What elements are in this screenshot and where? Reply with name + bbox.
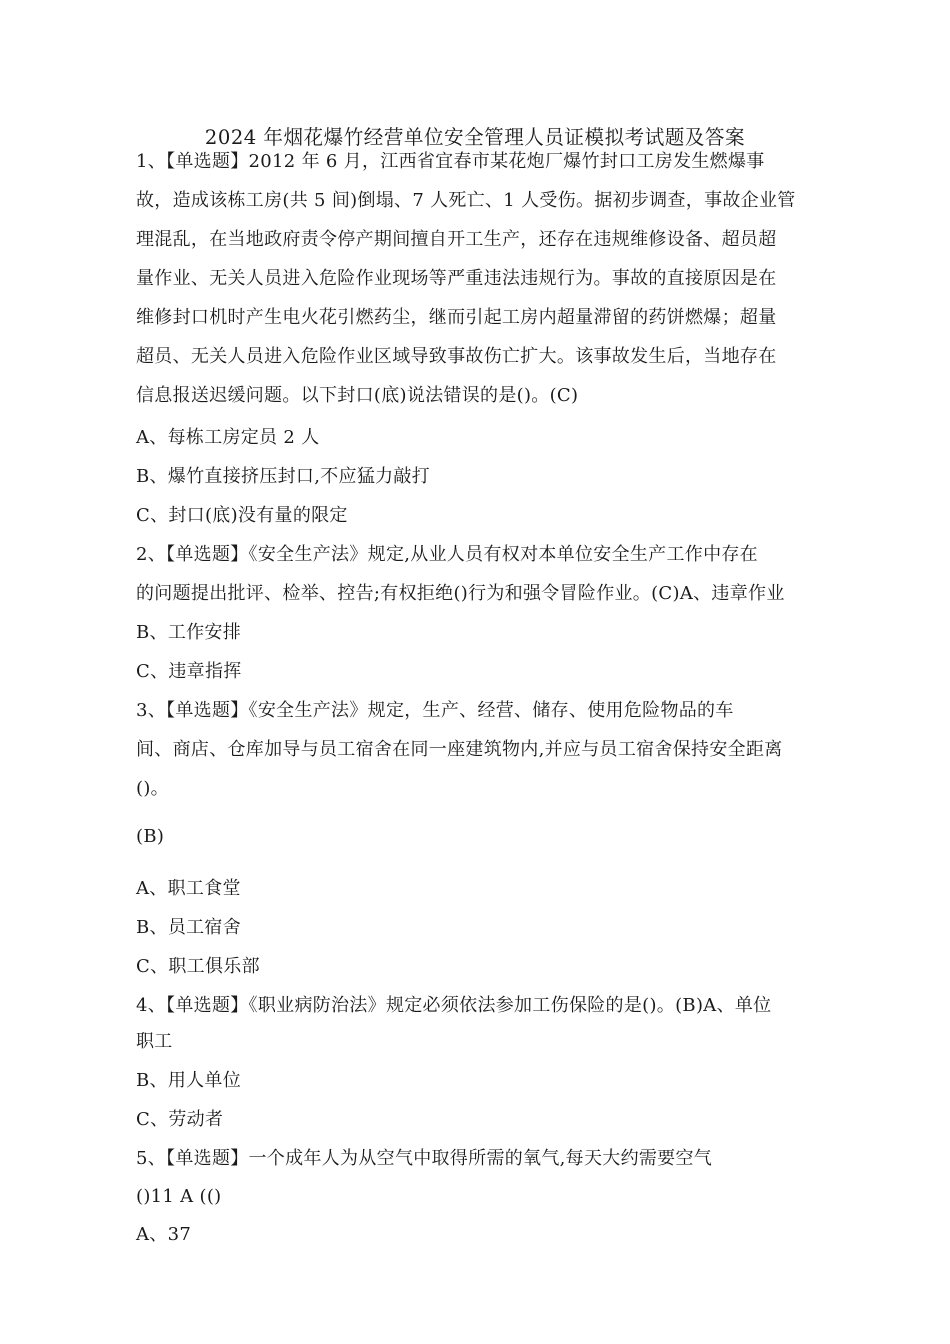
q1-line-1: 1、【单选题】2012 年 6 月，江西省宜春市某花炮厂爆竹封口工房发生燃爆事 — [136, 151, 765, 172]
q3-answer: (B) — [136, 826, 165, 847]
q4-option-c: C、劳动者 — [136, 1109, 224, 1130]
q1-option-b: B、爆竹直接挤压封口,不应猛力敲打 — [136, 466, 431, 487]
q3-option-a: A、职工食堂 — [136, 878, 241, 899]
q4-line-1: 4、【单选题】《职业病防治法》规定必须依法参加工伤保险的是()。(B)A、单位 — [136, 995, 772, 1016]
q3-line-3: ()。 — [136, 778, 169, 799]
q1-option-c: C、封口(底)没有量的限定 — [136, 505, 348, 526]
q1-line-3: 理混乱，在当地政府责令停产期间擅自开工生产，还存在违规维修设备、超员超 — [136, 229, 777, 250]
q1-line-2: 故，造成该栋工房(共 5 间)倒塌、7 人死亡、1 人受伤。据初步调查，事故企业管 — [136, 190, 796, 211]
q3-option-c: C、职工俱乐部 — [136, 956, 260, 977]
q1-line-7: 信息报送迟缓问题。以下封口(底)说法错误的是()。(C) — [136, 385, 579, 406]
q1-line-4: 量作业、无关人员进入危险作业现场等严重违法违规行为。事故的直接原因是在 — [136, 268, 777, 289]
q4-line-2: 职工 — [136, 1031, 173, 1052]
q3-option-b: B、员工宿舍 — [136, 917, 242, 938]
q2-option-b: B、工作安排 — [136, 622, 242, 643]
q5-line-2: ()11 A (() — [136, 1186, 222, 1207]
q5-line-1: 5、【单选题】一个成年人为从空气中取得所需的氧气,每天大约需要空气 — [136, 1148, 713, 1169]
q1-line-5: 维修封口机时产生电火花引燃药尘，继而引起工房内超量滞留的药饼燃爆；超量 — [136, 307, 777, 328]
q2-option-c: C、违章指挥 — [136, 661, 242, 682]
q3-line-2: 间、商店、仓库加导与员工宿舍在同一座建筑物内,并应与员工宿舍保持安全距离 — [136, 739, 783, 760]
q2-line-1: 2、【单选题】《安全生产法》规定,从业人员有权对本单位安全生产工作中存在 — [136, 544, 758, 565]
q5-option-a: A、37 — [136, 1224, 192, 1245]
q1-option-a: A、每栋工房定员 2 人 — [136, 427, 320, 448]
q1-line-6: 超员、无关人员进入危险作业区域导致事故伤亡扩大。该事故发生后，当地存在 — [136, 346, 777, 367]
document-title: 2024 年烟花爆竹经营单位安全管理人员证模拟考试题及答案 — [204, 125, 746, 149]
q4-option-b: B、用人单位 — [136, 1070, 242, 1091]
q2-line-2: 的问题提出批评、检举、控告;有权拒绝()行为和强令冒险作业。(C)A、违章作业 — [136, 583, 785, 604]
q3-line-1: 3、【单选题】《安全生产法》规定，生产、经营、储存、使用危险物品的车 — [136, 700, 734, 721]
